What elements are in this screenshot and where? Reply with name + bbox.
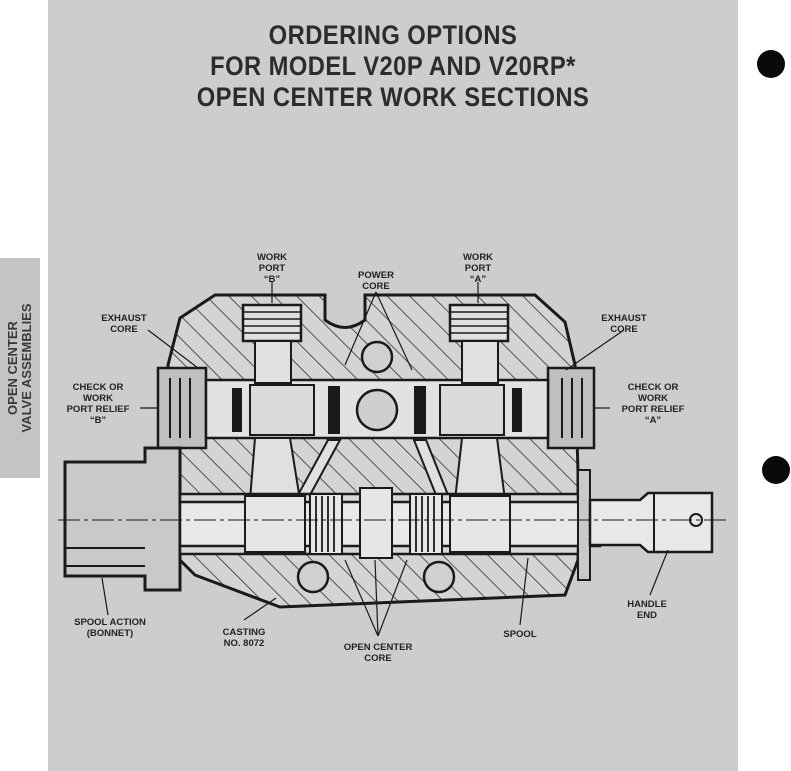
bonnet (65, 448, 180, 590)
label-open-center-core (344, 642, 413, 664)
label-text: PORT RELIEF (621, 404, 685, 415)
title-line-1: ORDERING OPTIONS (268, 20, 518, 50)
label-text: OPEN CENTER (343, 642, 413, 653)
label-text: CORE (110, 324, 138, 335)
label-text: SPOOL ACTION (74, 617, 146, 628)
label-spool (503, 629, 536, 640)
label-text: WORK (256, 252, 288, 263)
title-line-3: OPEN CENTER WORK SECTIONS (196, 82, 590, 112)
label-text: SPOOL (503, 629, 537, 640)
core-hole-right (424, 562, 454, 592)
core-hole-left (298, 562, 328, 592)
label-text: CHECK OR (72, 382, 124, 393)
label-text: CORE (362, 281, 390, 292)
handle-end (590, 493, 712, 552)
label-text: (BONNET) (86, 628, 134, 639)
label-exhaust-core-right (601, 313, 646, 335)
label-work-port-b (257, 252, 287, 285)
label-text: CHECK OR (627, 382, 679, 393)
label-text: POWER (358, 270, 394, 281)
label-text: “A” (469, 274, 487, 285)
label-check-relief-b (67, 382, 130, 426)
section-tab-line-1: OPEN CENTER (5, 321, 20, 415)
label-text: CASTING (222, 627, 266, 638)
label-text: WORK (462, 252, 494, 263)
label-check-relief-a (622, 382, 685, 426)
label-text: PORT RELIEF (66, 404, 130, 415)
work-port-a (450, 305, 508, 341)
label-text: “A” (644, 415, 662, 426)
label-text: CORE (610, 324, 638, 335)
power-core-hole (362, 342, 392, 372)
label-exhaust-core-left (101, 313, 146, 335)
check-relief-b-body (158, 368, 206, 448)
label-spool-action (74, 617, 146, 639)
label-text: WORK (82, 393, 114, 404)
label-text: “B” (89, 415, 107, 426)
label-casting (223, 627, 266, 649)
section-tab-line-2: VALVE ASSEMBLIES (19, 303, 34, 433)
label-handle-end (627, 599, 667, 621)
label-text: HANDLE (627, 599, 667, 610)
title-line-2: FOR MODEL V20P AND V20RP* (210, 51, 576, 81)
label-power-core (358, 270, 394, 292)
label-text: “B” (263, 274, 281, 285)
label-text: PORT (464, 263, 492, 274)
label-text: PORT (258, 263, 286, 274)
label-text: EXHAUST (601, 313, 647, 324)
label-text: EXHAUST (101, 313, 147, 324)
label-text: NO. 8072 (223, 638, 265, 649)
label-work-port-a (463, 252, 493, 285)
label-text: CORE (364, 653, 392, 664)
check-ball (357, 390, 397, 430)
label-text: WORK (637, 393, 669, 404)
label-text: END (636, 610, 658, 621)
work-port-b (243, 305, 301, 341)
